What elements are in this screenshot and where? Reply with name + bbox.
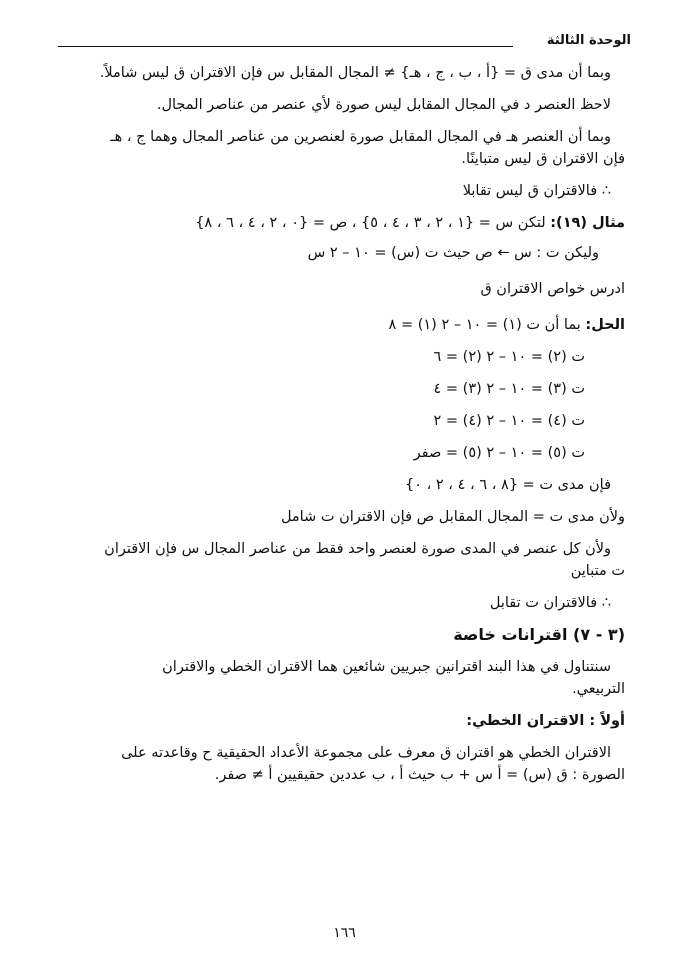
- text-line: وبما أن العنصر هـ في المجال المقابل صورة لعنصرين من عناصر المجال وهما ج ، هـ: [110, 129, 611, 145]
- text-line: فإن الاقتران ق ليس متباينًا.: [461, 151, 625, 167]
- page-header: [58, 33, 631, 53]
- conclusion-line: ∴ فالاقتران ق ليس تقابلا: [462, 183, 611, 199]
- subsection-title: أولاً : الاقتران الخطي:: [466, 713, 625, 729]
- definition-line: الاقتران الخطي هو اقتران ق معرف على مجموعة الأعداد الحقيقية ح وقاعدته على: [121, 745, 611, 761]
- intro-line: سنتناول في هذا البند اقترانين جبريين شائعين هما الاقتران الخطي والاقتران: [162, 659, 611, 675]
- range-line: فإن مدى ت = {٨ ، ٦ ، ٤ ، ٢ ، ٠}: [404, 477, 611, 493]
- equation-line: ت (٣) = ١٠ – ٢ (٣) = ٤: [433, 381, 585, 397]
- injective-line-cont: ت متباين: [570, 563, 625, 579]
- equation-line: ت (٢) = ١٠ – ٢ (٢) = ٦: [433, 349, 585, 365]
- unit-title: الوحدة الثالثة: [546, 33, 631, 48]
- function-definition: وليكن ت : س ← ص حيث ت (س) = ١٠ – ٢ س: [307, 245, 599, 261]
- solution-label: الحل:: [585, 317, 625, 333]
- intro-line-cont: التربيعي.: [572, 681, 625, 697]
- bijective-line: ∴ فالاقتران ت تقابل: [489, 595, 611, 611]
- example-text: لتكن س = {١ ، ٢ ، ٣ ، ٤ ، ٥} ، ص = {٠ ، ٢ ، ٤ ، ٦ ، ٨}: [195, 215, 551, 231]
- text-line: وبما أن مدى ق = {أ ، ب ، ج ، هـ} ≠ المجال المقابل س فإن الاقتران ق ليس شاملاً.: [99, 65, 611, 81]
- page-content: [64, 62, 625, 786]
- example-label: مثال (١٩):: [550, 215, 625, 231]
- solution-line: [64, 314, 625, 336]
- page-number: ١٦٦: [333, 925, 356, 941]
- equation-line: ت (٤) = ١٠ – ٢ (٤) = ٢: [433, 413, 585, 429]
- header-rule: [58, 46, 513, 47]
- injective-line: ولأن كل عنصر في المدى صورة لعنصر واحد فقط من عناصر المجال س فإن الاقتران: [104, 541, 611, 557]
- example-line: [64, 212, 625, 234]
- task-line: ادرس خواص الاقتران ق: [480, 281, 625, 297]
- definition-line-cont: الصورة : ق (س) = أ س + ب حيث أ ، ب عددين حقيقيين أ ≠ صفر.: [214, 767, 625, 783]
- onto-line: ولأن مدى ت = المجال المقابل ص فإن الاقتران ت شامل: [280, 509, 625, 525]
- solution-text: بما أن ت (١) = ١٠ – ٢ (١) = ٨: [388, 317, 586, 333]
- section-title: (٣ - ٧) اقترانات خاصة: [453, 625, 625, 644]
- equation-line: ت (٥) = ١٠ – ٢ (٥) = صفر: [413, 445, 585, 461]
- text-line: لاحظ العنصر د في المجال المقابل ليس صورة لأي عنصر من عناصر المجال.: [156, 97, 611, 113]
